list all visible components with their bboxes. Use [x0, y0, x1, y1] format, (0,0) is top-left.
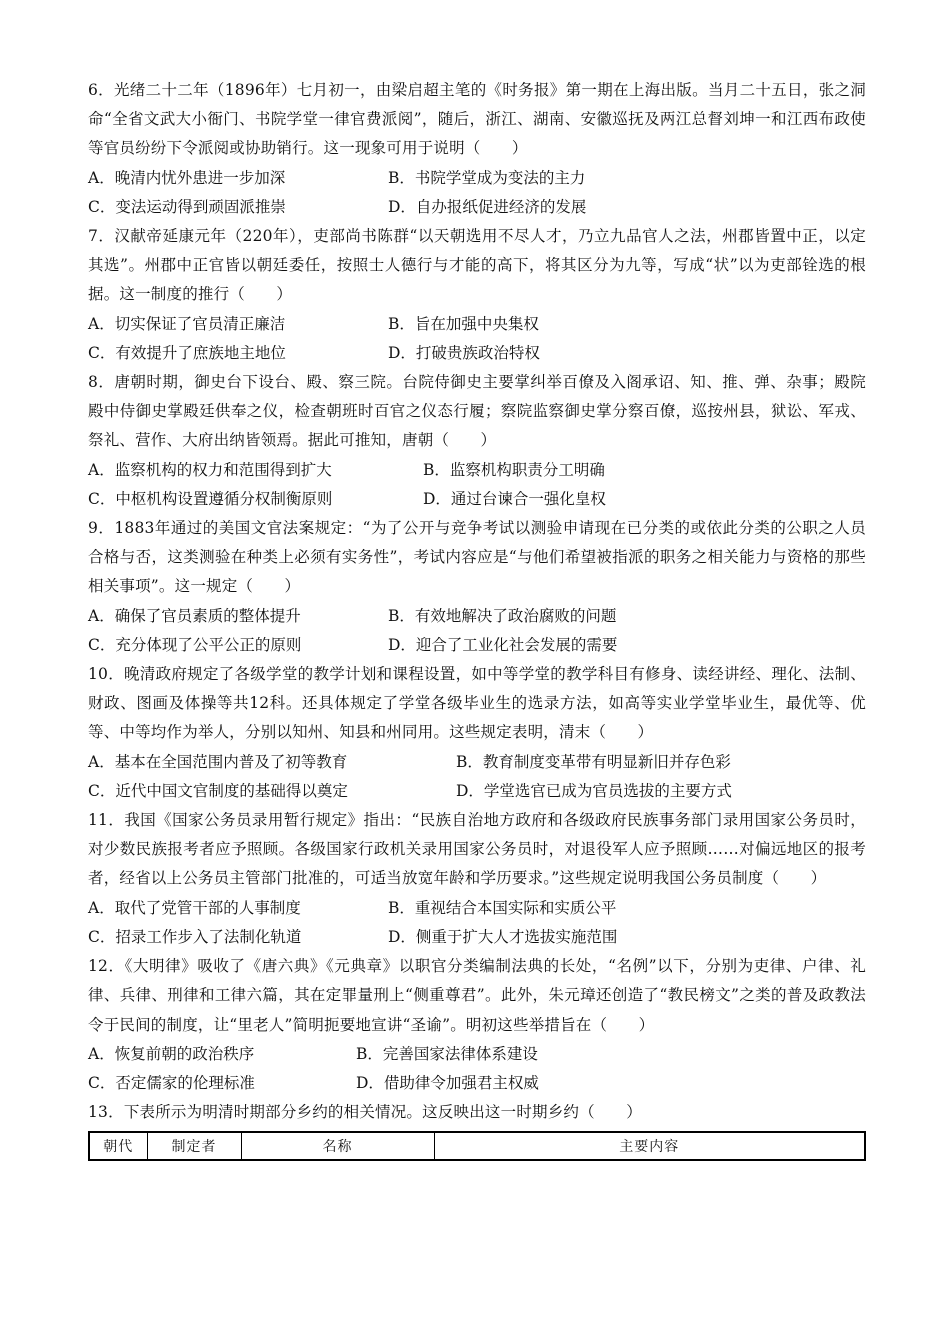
- question-stem: 13．下表所示为明清时期部分乡约的相关情况。这反映出这一时期乡约（ ）: [88, 1103, 642, 1122]
- question-stem: 12．《大明律》吸收了《唐六典》《元典章》以职官分类编制法典的长处，“名例”以下，分别为吏律、户律、礼律、兵律、刑律和工律六篇，其在定罪量刑上“侧重尊君”。此外，朱元璋还创造了“教民榜文”之类的普及政教法令于民间的制度，让“里老人”简明扼要地宣讲“圣谕”。明初这些举措旨在（ ）: [88, 957, 866, 1034]
- question-stem: 10．晚清政府规定了各级学堂的教学计划和课程设置，如中等学堂的教学科目有修身、读经讲经、理化、法制、财政、图画及体操等共12科。还具体规定了学堂各级毕业生的选录方法，如高等实业学堂毕业生，最优等、优等、中等均作为举人，分别以知州、知县和州同用。这些规定表明，清末（ ）: [88, 665, 866, 742]
- options: [88, 164, 866, 222]
- option-a[interactable]: A．确保了官员素质的整体提升: [88, 606, 301, 625]
- options: [88, 602, 866, 660]
- option-c[interactable]: C．中枢机构设置遵循分权制衡原则: [88, 489, 333, 508]
- header-author: 制定者: [147, 1132, 241, 1160]
- option-c[interactable]: C．有效提升了庶族地主地位: [88, 343, 286, 362]
- options: [88, 310, 866, 368]
- option-a[interactable]: A．基本在全国范围内普及了初等教育: [88, 752, 348, 771]
- option-d[interactable]: D．自办报纸促进经济的发展: [388, 197, 587, 216]
- question-stem: 7．汉献帝延康元年（220年），吏部尚书陈群“以天朝选用不尽人才，乃立九品官人之法，州郡皆置中正，以定其选”。州郡中正官皆以朝廷委任，按照士人德行与才能的高下，将其区分为九等，写成“状”以为吏部铨选的根据。这一制度的推行（ ）: [88, 227, 866, 304]
- question-stem: 9．1883年通过的美国文官法案规定：“为了公开与竞争考试以测验申请现在已分类的或依此分类的公职之人员合格与否，这类测验在种类上必须有实务性”，考试内容应是“与他们希望被指派的职务之相关能力与资格的那些相关事项”。这一规定（ ）: [88, 519, 866, 596]
- option-a[interactable]: A．恢复前朝的政治秩序: [88, 1044, 255, 1063]
- option-d[interactable]: D．打破贵族政治特权: [388, 343, 540, 362]
- question-10: [88, 660, 866, 806]
- option-d[interactable]: D．通过台谏合一强化皇权: [423, 489, 606, 508]
- question-stem: 6．光绪二十二年（1896年）七月初一，由梁启超主笔的《时务报》第一期在上海出版。当月二十五日，张之洞命“全省文武大小衙门、书院学堂一律官费派阅”，随后，浙江、湖南、安徽巡抚及两江总督刘坤一和江西布政使等官员纷纷下令派阅或协助销行。这一现象可用于说明（ ）: [88, 81, 866, 158]
- option-c[interactable]: C．否定儒家的伦理标准: [88, 1073, 255, 1092]
- question-12: [88, 952, 866, 1098]
- option-b[interactable]: B．旨在加强中央集权: [388, 314, 539, 333]
- question-6: [88, 76, 866, 222]
- option-d[interactable]: D．迎合了工业化社会发展的需要: [388, 635, 618, 654]
- question-11: [88, 806, 866, 952]
- option-c[interactable]: C．充分体现了公平公正的原则: [88, 635, 302, 654]
- options: [88, 456, 866, 514]
- header-dynasty: 朝代: [89, 1132, 147, 1160]
- option-c[interactable]: C．招录工作步入了法制化轨道: [88, 927, 302, 946]
- question-stem: 8．唐朝时期，御史台下设台、殿、察三院。台院侍御史主要掌纠举百僚及入阁承诏、知、推、弹、杂事；殿院殿中侍御史掌殿廷供奉之仪，检查朝班时百官之仪态行履；察院监察御史掌分察百僚，巡按州县，狱讼、军戎、祭礼、营作、大府出纳皆领焉。据此可推知，唐朝（ ）: [88, 373, 866, 450]
- option-b[interactable]: B．监察机构职责分工明确: [423, 460, 605, 479]
- table-13: [88, 1131, 866, 1161]
- option-b[interactable]: B．重视结合本国实际和实质公平: [388, 898, 617, 917]
- table-header-row: [89, 1132, 865, 1160]
- option-a[interactable]: A．晚清内忧外患进一步加深: [88, 168, 286, 187]
- options: [88, 1040, 866, 1098]
- option-c[interactable]: C．变法运动得到顽固派推崇: [88, 197, 286, 216]
- option-d[interactable]: D．借助律令加强君主权威: [356, 1073, 539, 1092]
- option-d[interactable]: D．侧重于扩大人才选拔实施范围: [388, 927, 618, 946]
- option-b[interactable]: B．有效地解决了政治腐败的问题: [388, 606, 617, 625]
- header-content: 主要内容: [434, 1132, 865, 1160]
- question-8: [88, 368, 866, 514]
- question-9: [88, 514, 866, 660]
- option-a[interactable]: A．监察机构的权力和范围得到扩大: [88, 460, 332, 479]
- option-a[interactable]: A．切实保证了官员清正廉洁: [88, 314, 286, 333]
- options: [88, 748, 866, 806]
- question-13: [88, 1098, 866, 1161]
- option-b[interactable]: B．完善国家法律体系建设: [356, 1044, 538, 1063]
- options: [88, 894, 866, 952]
- question-list: [88, 76, 866, 1161]
- option-b[interactable]: B．教育制度变革带有明显新旧并存色彩: [456, 752, 731, 771]
- header-name: 名称: [241, 1132, 434, 1160]
- option-d[interactable]: D．学堂选官已成为官员选拔的主要方式: [456, 781, 732, 800]
- question-stem: 11．我国《国家公务员录用暂行规定》指出：“民族自治地方政府和各级政府民族事务部门录用国家公务员时，对少数民族报考者应予照顾。各级国家行政机关录用国家公务员时，对退役军人应予照顾……对偏远地区的报考者，经省以上公务员主管部门批准的，可适当放宽年龄和学历要求。”这些规定说明我国公务员制度（ ）: [88, 811, 866, 888]
- option-c[interactable]: C．近代中国文官制度的基础得以奠定: [88, 781, 348, 800]
- option-b[interactable]: B．书院学堂成为变法的主力: [388, 168, 586, 187]
- question-7: [88, 222, 866, 368]
- option-a[interactable]: A．取代了党管干部的人事制度: [88, 898, 301, 917]
